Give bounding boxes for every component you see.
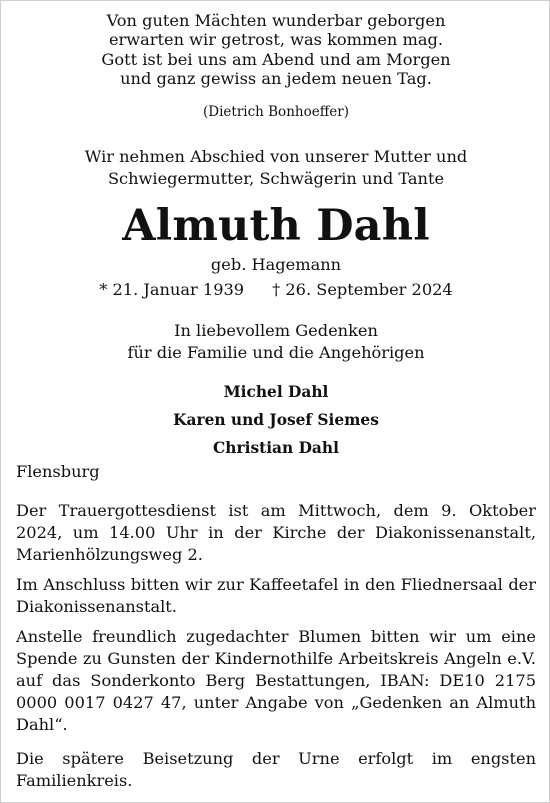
birth-date: * 21. Januar 1939 xyxy=(99,280,245,299)
poem-attribution: (Dietrich Bonhoeffer) xyxy=(203,104,349,120)
poem-line: erwarten wir getrost, was kommen mag. xyxy=(108,30,444,50)
mourner-name: Michel Dahl xyxy=(223,383,329,401)
death-date: † 26. September 2024 xyxy=(272,280,453,299)
service-paragraph: Der Trauergottesdienst ist am Mittwoch, dem 9. Oktober 2024, um 14.00 Uhr in der Kirche der Diakonissenanstalt, Marienhölzungsweg 2. xyxy=(16,501,536,564)
intro-text xyxy=(1,146,550,190)
burial-paragraph: Die spätere Beisetzung der Urne erfolgt im engsten Familienkreis. xyxy=(16,749,536,790)
mourner-name: Christian Dahl xyxy=(213,439,339,457)
poem-line: Von guten Mächten wunderbar geborgen xyxy=(106,11,446,30)
deceased-name: Almuth Dahl xyxy=(122,201,430,251)
remembrance-text xyxy=(1,320,550,363)
poem-line: und ganz gewiss an jedem neuen Tag. xyxy=(120,68,432,88)
remembrance-line: In liebevollem Gedenken xyxy=(174,321,378,340)
mourners-list xyxy=(1,378,550,462)
reception-paragraph: Im Anschluss bitten wir zur Kaffeetafel in den Fliednersaal der Diakonissenanstalt. xyxy=(16,575,536,616)
life-dates xyxy=(1,280,550,299)
poem xyxy=(1,11,550,88)
maiden-name: geb. Hagemann xyxy=(210,255,342,274)
poem-line: Gott ist bei uns am Abend und am Morgen xyxy=(101,49,451,69)
donation-paragraph: Anstelle freundlich zugedachter Blumen bitten wir um eine Spende zu Gunsten der Kindernothilfe Arbeitskreis Angeln e.V. auf das Sonderkonto Berg Bestattungen, IBAN: DE10 2175 0000 0017 0427 47, unter Angabe von „Gedenken an Almuth Dahl“. xyxy=(16,627,536,734)
city-name: Flensburg xyxy=(16,462,100,481)
intro-line: Wir nehmen Abschied von unserer Mutter und xyxy=(84,147,468,166)
mourner-name: Karen und Josef Siemes xyxy=(173,411,379,429)
intro-line: Schwiegermutter, Schwägerin und Tante xyxy=(107,169,445,188)
remembrance-line: für die Familie und die Angehörigen xyxy=(127,342,425,362)
